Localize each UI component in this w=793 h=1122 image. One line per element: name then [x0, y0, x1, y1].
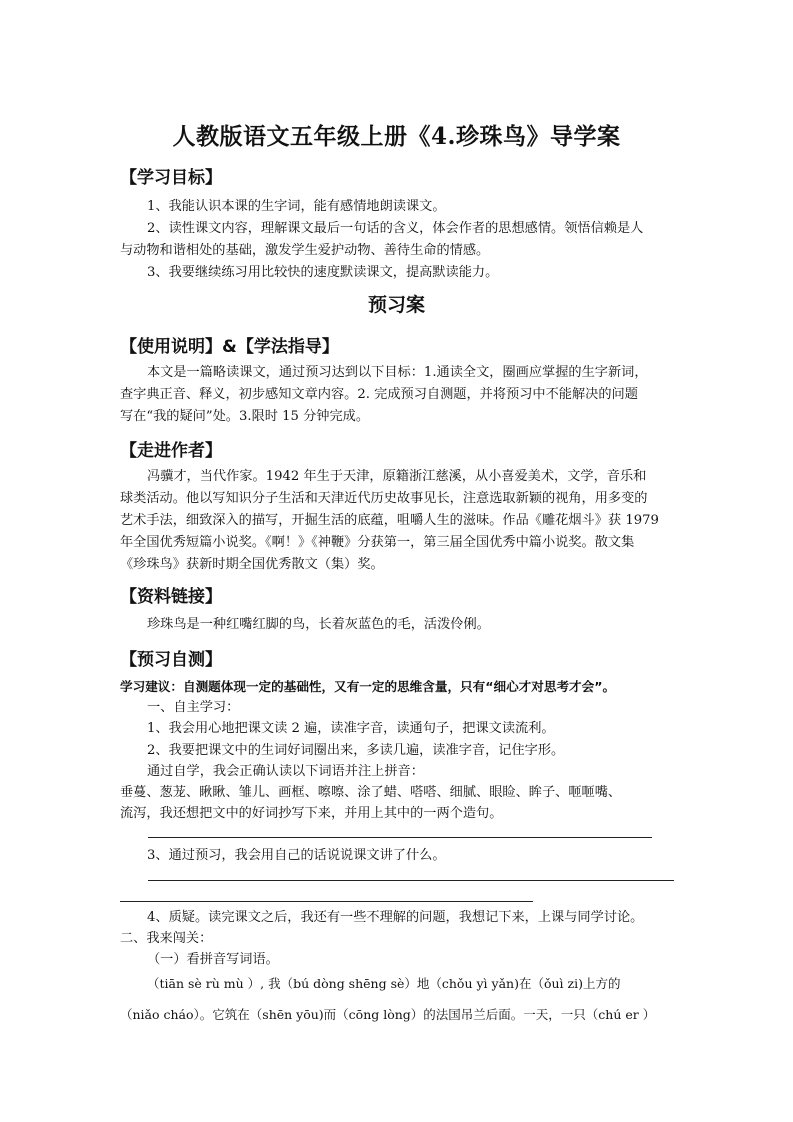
usage-line-1: 本文是一篇略读课文，通过预习达到以下目标：1.通读全文，圈画应掌握的生字新词， — [147, 365, 648, 380]
study-advice: 学习建议：自测题体现一定的基础性，又有一定的思维含量，只有“细心才对思考才会”。 — [120, 679, 616, 694]
challenge-heading: 二、我来闯关： — [120, 931, 213, 946]
pinyin-task-heading: （一）看拼音写词语。 — [147, 952, 279, 967]
goal-item-1: 1、我能认识本课的生字词，能有感情地朗读课文。 — [147, 199, 446, 214]
section-heading-author: 【走进作者】 — [120, 441, 222, 461]
answer-line-3 — [120, 901, 533, 902]
section-heading-resource: 【资料链接】 — [120, 587, 222, 607]
selftest-line-q3: 3、通过预习，我会用自己的话说说课文讲了什么。 — [147, 848, 446, 863]
selftest-line-3: 2、我要把课文中的生词好词圈出来，多读几遍，读准字音，记住字形。 — [147, 743, 565, 758]
author-line-5: 《珍珠鸟》获新时期全国优秀散文（集）奖。 — [120, 557, 384, 572]
section-heading-selftest: 【预习自测】 — [120, 650, 222, 670]
author-line-1: 冯骥才，当代作家。1942 年生于天津，原籍浙江慈溪，从小喜爱美术，文学，音乐和 — [147, 469, 647, 484]
selftest-line-1: 一、自主学习： — [147, 700, 240, 715]
author-line-4: 年全国优秀短篇小说奖。《啊！》《神鞭》分获第一，第三届全国优秀中篇小说奖。散文集 — [120, 535, 635, 550]
selftest-line-2: 1、我会用心地把课文读 2 遍，读准字音，读通句子，把课文读流利。 — [147, 721, 555, 736]
answer-line-1 — [148, 837, 652, 838]
document-title: 人教版语文五年级上册《4.珍珠鸟》导学案 — [172, 123, 621, 150]
usage-line-2: 查字典正音、释义，初步感知文章内容。2. 完成预习自测题，并将预习中不能解决的问题 — [120, 387, 638, 402]
author-line-3: 艺术手法，细致深入的描写，开掘生活的底蕴，咀嚼人生的滋味。作品《雕花烟斗》获 1979 — [120, 513, 659, 528]
usage-line-3: 写在“我的疑问”处。3.限时 15 分钟完成。 — [120, 409, 370, 424]
word-list: 垂蔓、葱茏、瞅瞅、雏儿、画框、嚓嚓、涂了蜡、嗒嗒、细腻、眼睑、眸子、咂咂嘴、 — [120, 785, 622, 800]
answer-line-2 — [148, 880, 674, 881]
resource-text: 珍珠鸟是一种红嘴红脚的鸟，长着灰蓝色的毛，活泼伶俐。 — [147, 617, 490, 632]
selftest-line-q4: 4、质疑。读完课文之后，我还有一些不理解的问题，我想记下来，上课与同学讨论。 — [147, 910, 644, 925]
goal-item-3: 3、我要继续练习用比较快的速度默读课文，提高默读能力。 — [147, 265, 499, 280]
preview-title: 预习案 — [367, 294, 425, 316]
section-heading-goals: 【学习目标】 — [120, 168, 222, 188]
goal-item-2: 2、读性课文内容，理解课文最后一句话的含义，体会作者的思想感情。领悟信赖是人 — [147, 221, 644, 236]
author-line-2: 球类活动。他以写知识分子生活和天津近代历史故事见长，注意选取新颖的视角，用多变的 — [120, 491, 648, 506]
section-heading-usage: 【使用说明】&【学法指导】 — [120, 337, 339, 357]
pinyin-line-1: （tiān sè rù mù ）, 我（bú dòng shēng sè）地（chǒu yì yǎn)在（ǒuì zi)上方的 — [147, 976, 621, 991]
goal-item-2-cont: 与动物和谐相处的基础，激发学生爱护动物、善待生命的情感。 — [120, 243, 490, 258]
word-list-cont: 流泻，我还想把文中的好词抄写下来，并用上其中的一两个造句。 — [120, 806, 503, 821]
pinyin-line-2: （niǎo cháo）。它筑在（shēn yōu)而（cōng lòng）的法国吊兰后面。一天，一只（chú er ） — [120, 1007, 656, 1022]
selftest-line-4: 通过自学，我会正确认读以下词语并注上拼音： — [147, 764, 424, 779]
